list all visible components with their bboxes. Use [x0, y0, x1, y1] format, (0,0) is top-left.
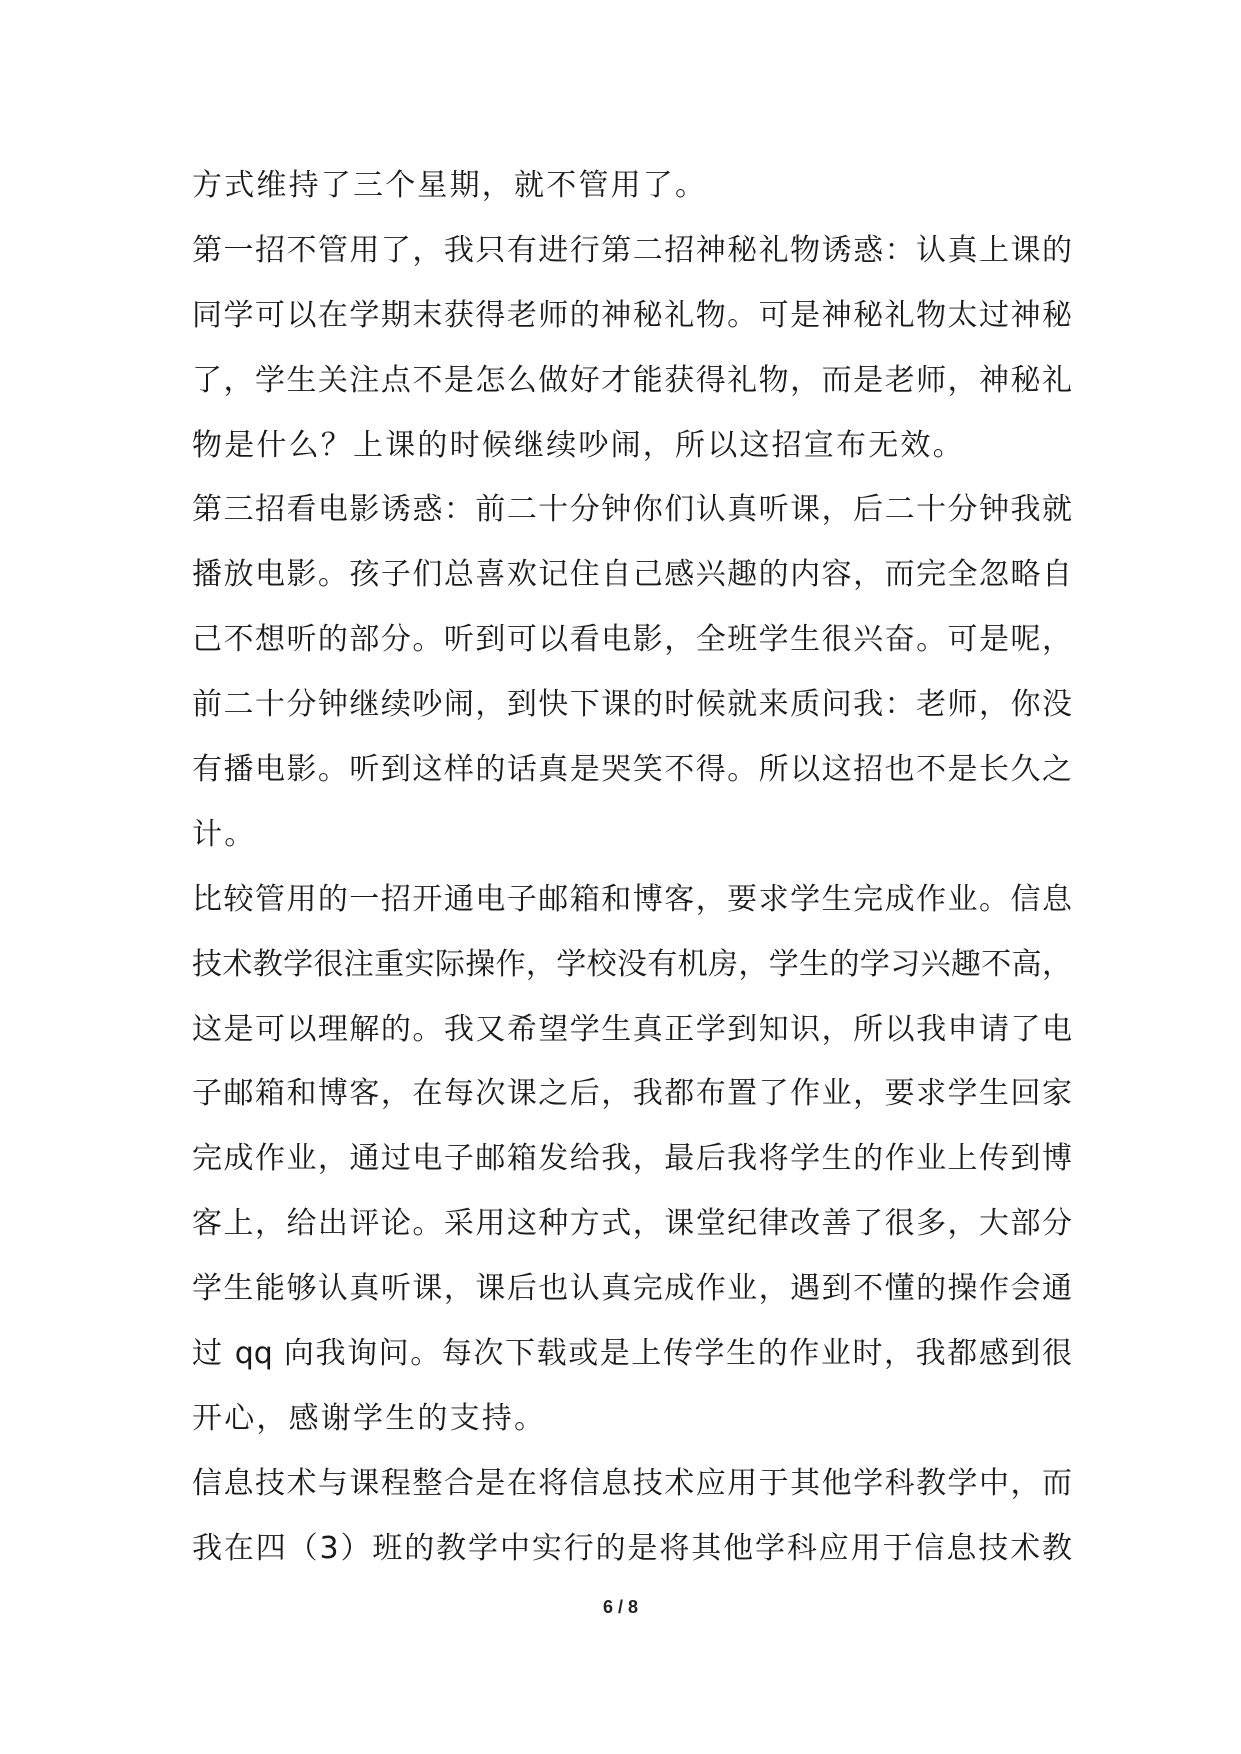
- body-text: [192, 154, 1072, 1582]
- text-line: 计。: [192, 816, 257, 852]
- text-line: 物是什么？上课的时候继续吵闹，所以这招宣布无效。: [192, 427, 965, 463]
- text-line: 了，学生关注点不是怎么做好才能获得礼物，而是老师，神秘礼: [192, 362, 1072, 398]
- text-line: 我在四（3）班的教学中实行的是将其他学科应用于信息技术教: [192, 1530, 1072, 1566]
- text-line: 这是可以理解的。我又希望学生真正学到知识，所以我申请了电: [192, 1011, 1072, 1047]
- text-line: 信息技术与课程整合是在将信息技术应用于其他学科教学中，而: [192, 1465, 1072, 1501]
- text-line: 第一招不管用了，我只有进行第二招神秘礼物诱惑：认真上课的: [192, 232, 1072, 268]
- page-number: 6 / 8: [602, 1597, 639, 1617]
- text-line: 子邮箱和博客，在每次课之后，我都布置了作业，要求学生回家: [192, 1076, 1072, 1112]
- text-line: 过 qq 向我询问。每次下载或是上传学生的作业时，我都感到很: [192, 1336, 1072, 1372]
- text-line: 同学可以在学期末获得老师的神秘礼物。可是神秘礼物太过神秘: [192, 297, 1072, 333]
- text-line: 有播电影。听到这样的话真是哭笑不得。所以这招也不是长久之: [192, 752, 1072, 788]
- text-line: 客上，给出评论。采用这种方式，课堂纪律改善了很多，大部分: [192, 1206, 1072, 1242]
- text-line: 学生能够认真听课，课后也认真完成作业，遇到不懂的操作会通: [192, 1271, 1072, 1307]
- text-line: 播放电影。孩子们总喜欢记住自己感兴趣的内容，而完全忽略自: [192, 557, 1072, 593]
- text-line: 方式维持了三个星期，就不管用了。: [192, 168, 708, 203]
- text-line: 前二十分钟继续吵闹，到快下课的时候就来质问我：老师，你没: [192, 687, 1072, 723]
- text-line: 第三招看电影诱惑：前二十分钟你们认真听课，后二十分钟我就: [192, 492, 1072, 528]
- text-line: 开心，感谢学生的支持。: [192, 1400, 547, 1436]
- text-line: 比较管用的一招开通电子邮箱和博客，要求学生完成作业。信息: [192, 881, 1072, 917]
- text-line: 技术教学很注重实际操作，学校没有机房，学生的学习兴趣不高，: [192, 946, 1072, 982]
- text-line: 己不想听的部分。听到可以看电影，全班学生很兴奋。可是呢，: [192, 622, 1072, 658]
- text-line: 完成作业，通过电子邮箱发给我，最后我将学生的作业上传到博: [192, 1141, 1072, 1177]
